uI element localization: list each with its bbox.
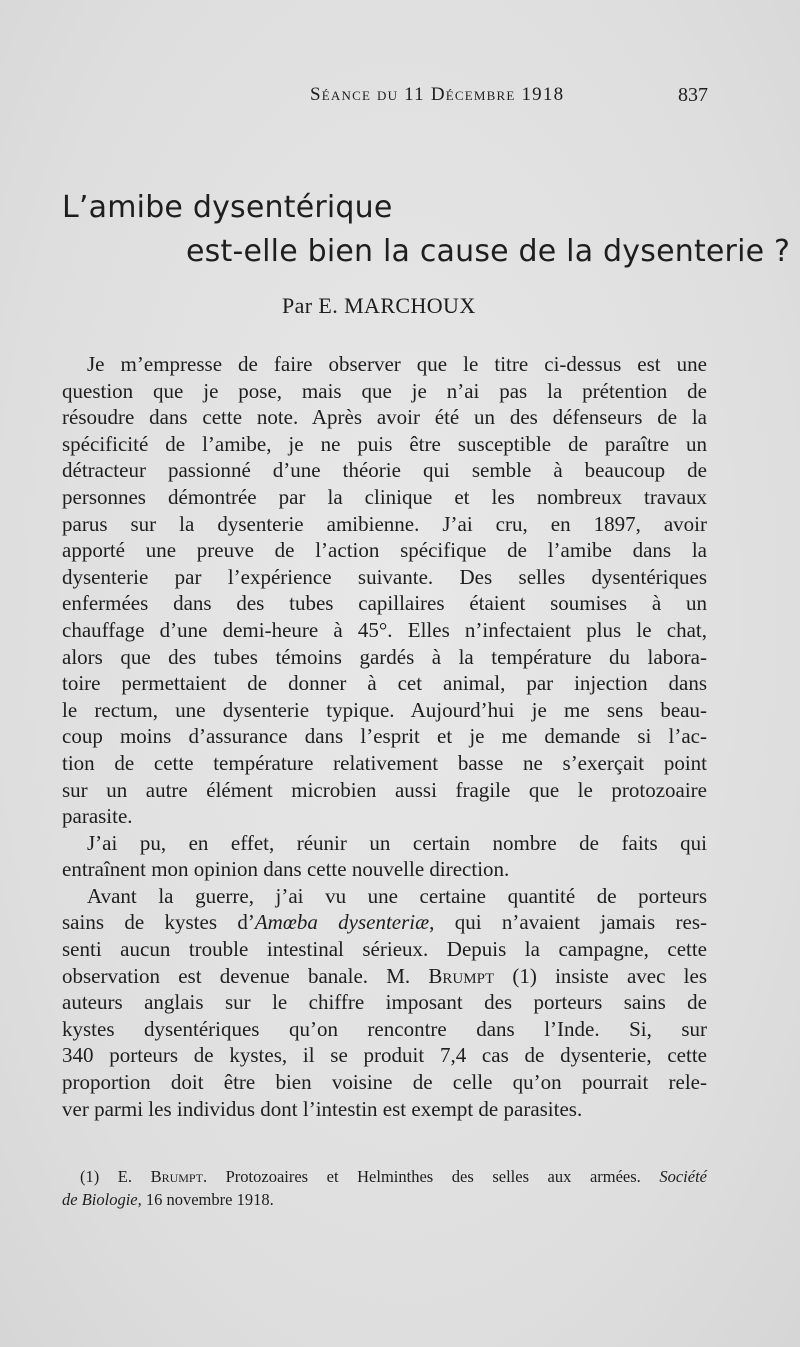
body-line: toire permettaient de donner à cet animal, par injection dans [62,671,707,696]
body-line: apporté une preuve de l’action spécifique de l’amibe dans la [62,538,707,563]
article-title-line-2: est-elle bien la cause de la dysenterie ? [186,234,791,269]
text-run: (1) insiste avec les [494,963,707,988]
body-line: Avant la guerre, j’ai vu une certaine quantité de porteurs [87,883,707,908]
page-number: 837 [678,84,708,106]
body-line-mixed [62,909,707,936]
text-run: sains de kystes d’ [62,910,255,935]
body-line: le rectum, une dysenterie typique. Aujourd’hui je me sens beau- [62,697,707,722]
body-line: parus sur la dysenterie amibienne. J’ai cru, en 1897, avoir [62,511,707,536]
footnote-line [62,1166,707,1189]
footnote-marker: (1) E. [80,1167,151,1186]
body-line: coup moins d’assurance dans l’esprit et je me demande si l’ac- [62,724,707,749]
footnote-journal: de Biologie, [62,1189,142,1209]
body-line: entraînent mon opinion dans cette nouvelle direction. [62,857,510,882]
footnote-text: . Protozoaires et Helminthes des selles aux armées. [202,1167,660,1186]
text-run: observation est devenue banale. M. [62,963,429,988]
body-line-mixed [62,963,707,990]
species-name: Amœba dysenteriæ [254,910,430,935]
body-line: enfermées dans des tubes capillaires étaient soumises à un [62,591,707,616]
body-line: ver parmi les individus dont l’intestin est exempt de parasites. [62,1096,583,1121]
body-line: proportion doit être bien voisine de celle qu’on pourrait rele- [62,1070,707,1095]
author-name: Brumpt [428,963,495,988]
byline: Par E. MARCHOUX [282,293,476,318]
body-line: alors que des tubes témoins gardés à la température du labora- [62,644,707,669]
footnote-journal: Société [659,1167,707,1186]
article-body [62,351,707,1122]
body-line: auteurs anglais sur le chiffre imposant des porteurs sains de [62,990,707,1015]
footnote-author: Brumpt [150,1167,203,1186]
body-line: sur un autre élément microbien aussi fragile que le protozoaire [62,777,707,802]
body-line: parasite. [62,804,133,829]
body-line: kystes dysentériques qu’on rencontre dans l’Inde. Si, sur [62,1016,707,1041]
body-line: Je m’empresse de faire observer que le titre ci-dessus est une [87,352,707,376]
body-line: senti aucun trouble intestinal sérieux. Depuis la campagne, cette [62,937,707,962]
body-line: 340 porteurs de kystes, il se produit 7,4 cas de dysenterie, cette [62,1043,707,1068]
body-line: résoudre dans cette note. Après avoir été un des défenseurs de la [62,405,707,430]
body-line: tion de cette température relativement basse ne s’exerçait point [62,750,707,775]
body-line: spécificité de l’amibe, je ne puis être susceptible de paraître un [62,431,707,456]
footnote [62,1166,707,1211]
footnote-date: 16 novembre 1918. [141,1189,274,1209]
text-run: , qui n’avaient jamais res- [429,910,707,935]
body-line: question que je pose, mais que je n’ai pas la prétention de [62,378,707,403]
body-line: détracteur passionné d’une théorie qui semble à beaucoup de [62,458,707,483]
running-head [62,84,708,114]
body-line: dysenterie par l’expérience suivante. Des selles dysentériques [62,564,707,589]
body-line: J’ai pu, en effet, réunir un certain nombre de faits qui [87,830,707,855]
running-head-title: Séance du 11 Décembre 1918 [310,84,565,105]
footnote-line [62,1189,707,1212]
article-title-line-1: L’amibe dysentérique [62,190,393,225]
body-line: personnes démontrée par la clinique et les nombreux travaux [62,484,707,509]
body-line: chauffage d’une demi-heure à 45°. Elles n’infectaient plus le chat, [62,617,707,642]
